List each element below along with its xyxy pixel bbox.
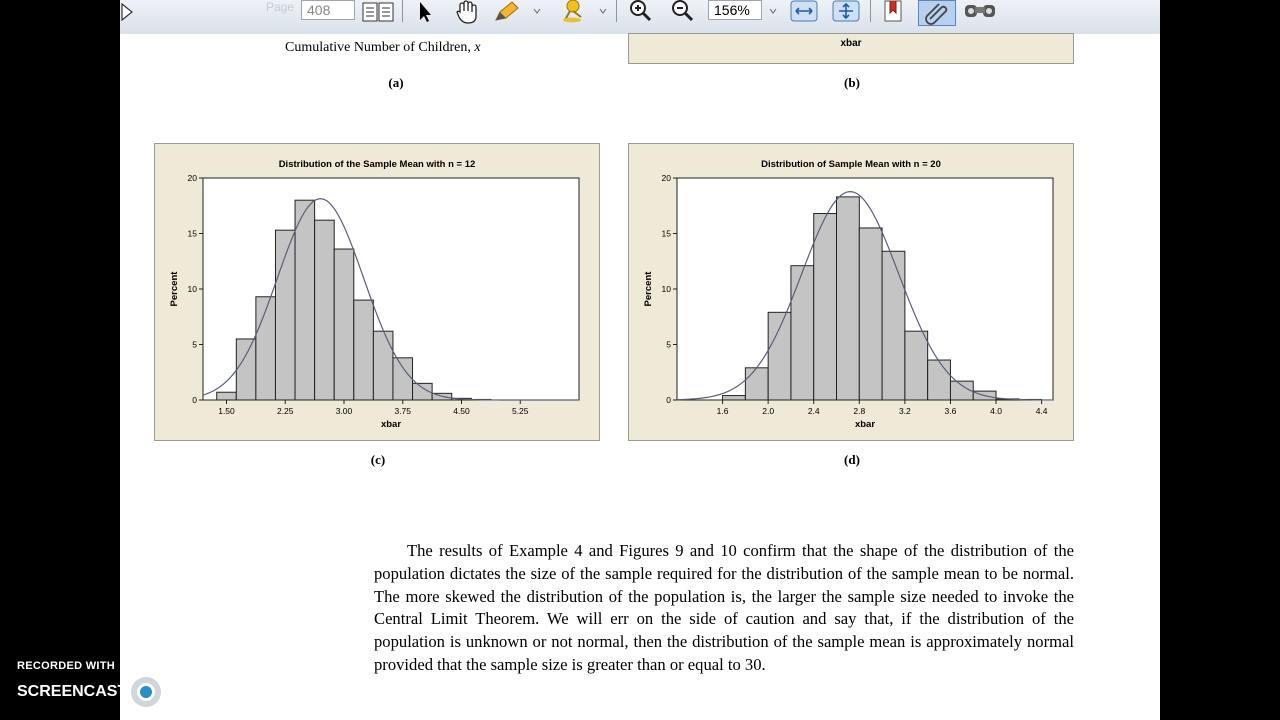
x-tick-label: 5.25 bbox=[511, 406, 529, 416]
figure-b-xlabel: xbar bbox=[840, 38, 862, 49]
y-tick-label: 10 bbox=[661, 284, 671, 294]
document-page bbox=[120, 34, 1160, 720]
hand-icon[interactable] bbox=[452, 0, 482, 24]
two-page-view-icon[interactable] bbox=[360, 0, 396, 24]
histogram-bar bbox=[905, 331, 928, 400]
chart-title: Distribution of Sample Mean with n = 20 bbox=[761, 159, 941, 170]
screencast-logo-icon bbox=[131, 677, 161, 707]
expand-arrow-icon[interactable] bbox=[120, 0, 134, 24]
histogram-bar bbox=[814, 214, 837, 400]
fit-width-icon[interactable] bbox=[788, 0, 820, 24]
x-tick-label: 2.4 bbox=[807, 406, 820, 416]
attachment-icon[interactable] bbox=[918, 0, 956, 26]
watermark-brand-right: MATIC bbox=[165, 683, 215, 700]
y-tick-label: 5 bbox=[666, 339, 671, 350]
histogram-bar bbox=[393, 358, 413, 400]
y-axis-label: Percent bbox=[643, 271, 654, 307]
x-tick-label: 3.6 bbox=[944, 406, 957, 416]
histogram-bar bbox=[256, 297, 276, 400]
y-tick-label: 0 bbox=[666, 395, 671, 405]
x-tick-label: 4.50 bbox=[453, 406, 470, 416]
histogram-bar bbox=[723, 396, 746, 400]
histogram-bar bbox=[315, 220, 335, 400]
page-number-input[interactable]: 408 bbox=[301, 0, 355, 20]
caption-d: (d) bbox=[844, 452, 860, 467]
watermark-line1: RECORDED WITH bbox=[17, 660, 116, 672]
y-tick-label: 15 bbox=[661, 228, 671, 239]
zoom-out-icon[interactable] bbox=[668, 0, 696, 24]
histogram-bar bbox=[217, 392, 237, 400]
x-tick-label: 3.75 bbox=[394, 406, 412, 416]
chart-c-frame bbox=[154, 143, 600, 441]
x-tick-label: 2.8 bbox=[853, 406, 866, 416]
fit-page-icon[interactable] bbox=[830, 0, 862, 24]
histogram-bar bbox=[928, 360, 951, 400]
highlighter-icon[interactable] bbox=[490, 0, 524, 24]
chart-c bbox=[155, 144, 599, 440]
select-arrow-icon[interactable] bbox=[412, 0, 438, 24]
histogram-bar bbox=[236, 339, 256, 400]
histogram-bar bbox=[882, 251, 905, 400]
x-axis-label: xbar bbox=[380, 419, 402, 430]
figure-a-axis-label: Cumulative Number of Children, x bbox=[285, 40, 481, 55]
x-tick-label: 1.50 bbox=[218, 406, 235, 416]
viewer-toolbar bbox=[120, 0, 1160, 35]
y-tick-label: 10 bbox=[187, 284, 197, 294]
y-axis-label: Percent bbox=[169, 271, 180, 307]
chevron-down-icon[interactable] bbox=[768, 0, 778, 24]
chart-d bbox=[629, 144, 1073, 440]
caption-b: (b) bbox=[844, 75, 860, 90]
pushpin-icon[interactable] bbox=[558, 0, 588, 24]
chart-title: Distribution of the Sample Mean with n = 12 bbox=[278, 159, 476, 170]
chevron-down-icon[interactable] bbox=[598, 0, 608, 24]
body-paragraph-text: The results of Example 4 and Figures 9 and 10 confirm that the shape of the distribution of the population dictates the size of the sample required for the distribution of the sample mean to be normal. The more skewed the distribution of the population is, the larger the sample size needed to invoke the Central Limit Theorem. We will err on the side of caution and say that, if the distribution of the population is unknown or not normal, then the distribution of the sample mean is approximately normal provided that the sample size is greater than or equal to 30. bbox=[374, 541, 1074, 674]
body-paragraph bbox=[374, 540, 1074, 677]
caption-c: (c) bbox=[370, 452, 386, 467]
y-tick-label: 0 bbox=[192, 395, 197, 405]
zoom-input[interactable]: 156% bbox=[708, 0, 762, 20]
x-axis-label: xbar bbox=[854, 419, 876, 430]
histogram-bar bbox=[859, 228, 882, 400]
histogram-bar bbox=[373, 331, 393, 400]
x-tick-label: 4.4 bbox=[1035, 406, 1048, 416]
chevron-down-icon[interactable] bbox=[532, 0, 542, 24]
zoom-in-icon[interactable] bbox=[626, 0, 654, 24]
histogram-bar bbox=[837, 197, 860, 400]
y-tick-label: 20 bbox=[661, 173, 671, 183]
y-tick-label: 5 bbox=[192, 339, 197, 350]
watermark-brand-left: SCREENCAST bbox=[17, 683, 128, 700]
histogram-bar bbox=[745, 368, 768, 400]
figure-b-fragment bbox=[628, 33, 1074, 64]
histogram-bar bbox=[354, 300, 374, 400]
histogram-bar bbox=[791, 266, 814, 400]
histogram-bar bbox=[334, 249, 354, 400]
x-tick-label: 2.0 bbox=[762, 406, 775, 416]
chart-d-frame bbox=[628, 143, 1074, 441]
screencast-watermark bbox=[17, 660, 215, 707]
histogram-bar bbox=[295, 200, 315, 400]
x-tick-label: 3.00 bbox=[335, 406, 353, 416]
y-tick-label: 20 bbox=[187, 173, 197, 183]
histogram-bar bbox=[768, 312, 791, 400]
x-tick-label: 4.0 bbox=[990, 406, 1002, 416]
bookmark-icon[interactable] bbox=[880, 0, 908, 24]
page-label: Page bbox=[266, 0, 295, 14]
caption-a: (a) bbox=[388, 75, 404, 90]
binoculars-icon[interactable] bbox=[960, 0, 1000, 24]
x-tick-label: 3.2 bbox=[898, 406, 911, 416]
x-tick-label: 2.25 bbox=[276, 406, 294, 416]
y-tick-label: 15 bbox=[187, 228, 197, 239]
x-tick-label: 1.6 bbox=[716, 406, 729, 416]
